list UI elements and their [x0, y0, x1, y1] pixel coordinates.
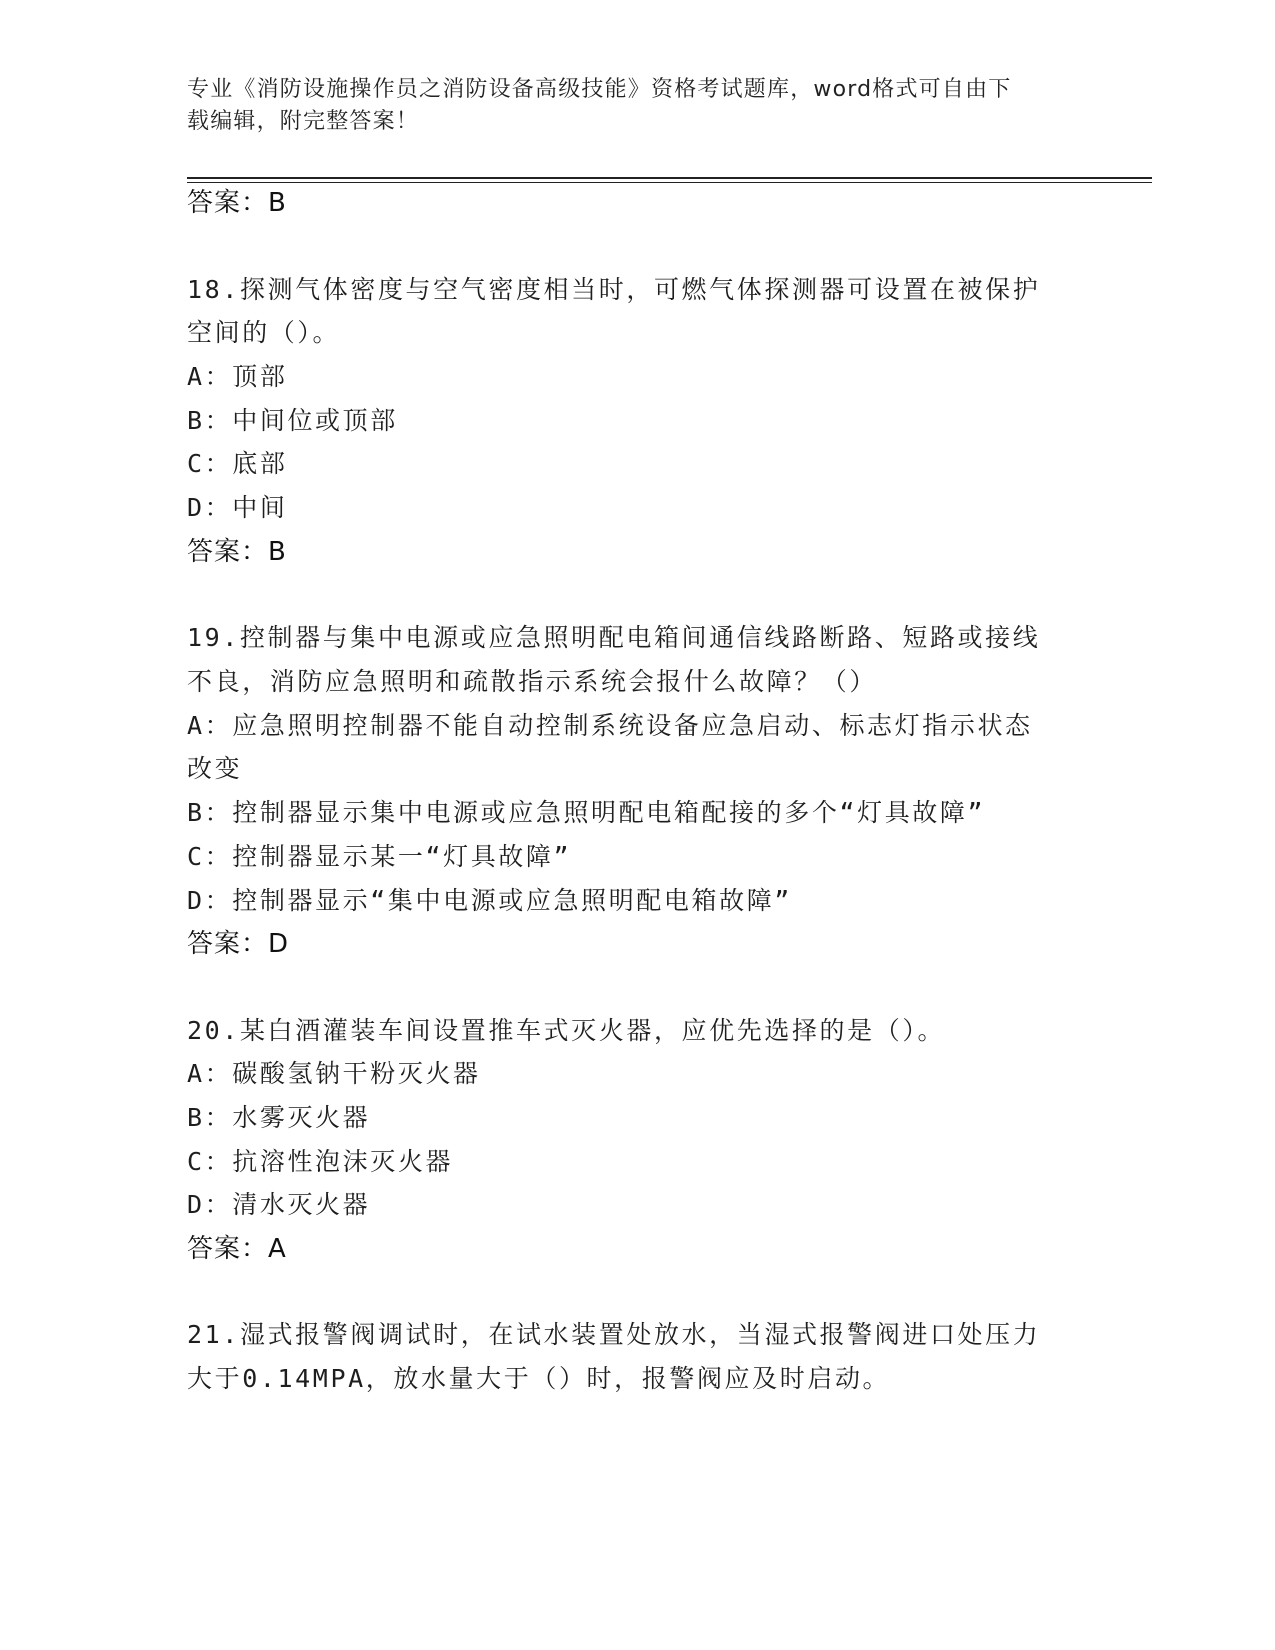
question-21-stem-line-2: 大于0.14MPA，放水量大于（）时，报警阀应及时启动。 [187, 1364, 891, 1393]
header-line-1: 专业《消防设施操作员之消防设备高级技能》资格考试题库，word格式可自由下 [187, 77, 1012, 102]
question-19-option-a-line-1: A：应急照明控制器不能自动控制系统设备应急启动、标志灯指示状态 [187, 711, 1033, 740]
question-18-option-c: C：底部 [187, 449, 288, 478]
answer-prev: 答案：B [187, 188, 287, 218]
question-18-stem-line-2: 空间的（）。 [187, 318, 341, 347]
question-19-stem-line-2: 不良，消防应急照明和疏散指示系统会报什么故障？（） [187, 667, 878, 696]
question-18-option-a: A：顶部 [187, 362, 288, 391]
header-divider-thin [187, 182, 1152, 183]
question-20-answer: 答案：A [187, 1234, 287, 1264]
header-divider-thick [187, 177, 1152, 179]
question-18-stem-line-1: 18.探测气体密度与空气密度相当时，可燃气体探测器可设置在被保护 [187, 275, 1041, 304]
question-19-option-a-line-2: 改变 [187, 754, 243, 783]
question-19-option-b: B：控制器显示集中电源或应急照明配电箱配接的多个“灯具故障” [187, 798, 986, 827]
question-20-option-c: C：抗溶性泡沫灭火器 [187, 1147, 454, 1176]
question-19-stem-line-1: 19.控制器与集中电源或应急照明配电箱间通信线路断路、短路或接线 [187, 623, 1041, 652]
question-18-answer: 答案：B [187, 537, 287, 567]
question-20-option-a: A：碳酸氢钠干粉灭火器 [187, 1059, 481, 1088]
question-20-option-b: B：水雾灭火器 [187, 1103, 371, 1132]
question-21-stem-line-1: 21.湿式报警阀调试时，在试水装置处放水，当湿式报警阀进口处压力 [187, 1320, 1041, 1349]
header-line-2: 载编辑，附完整答案！ [187, 109, 420, 134]
question-18-option-d: D：中间 [187, 493, 288, 522]
question-20-option-d: D：清水灭火器 [187, 1190, 371, 1219]
question-18-option-b: B：中间位或顶部 [187, 406, 398, 435]
question-19-option-c: C：控制器显示某一“灯具故障” [187, 842, 572, 871]
question-20-stem-line-1: 20.某白酒灌装车间设置推车式灭火器，应优先选择的是（）。 [187, 1016, 946, 1045]
question-19-answer: 答案：D [187, 929, 290, 959]
document-header [187, 74, 1067, 138]
question-19-option-d: D：控制器显示“集中电源或应急照明配电箱故障” [187, 886, 792, 915]
